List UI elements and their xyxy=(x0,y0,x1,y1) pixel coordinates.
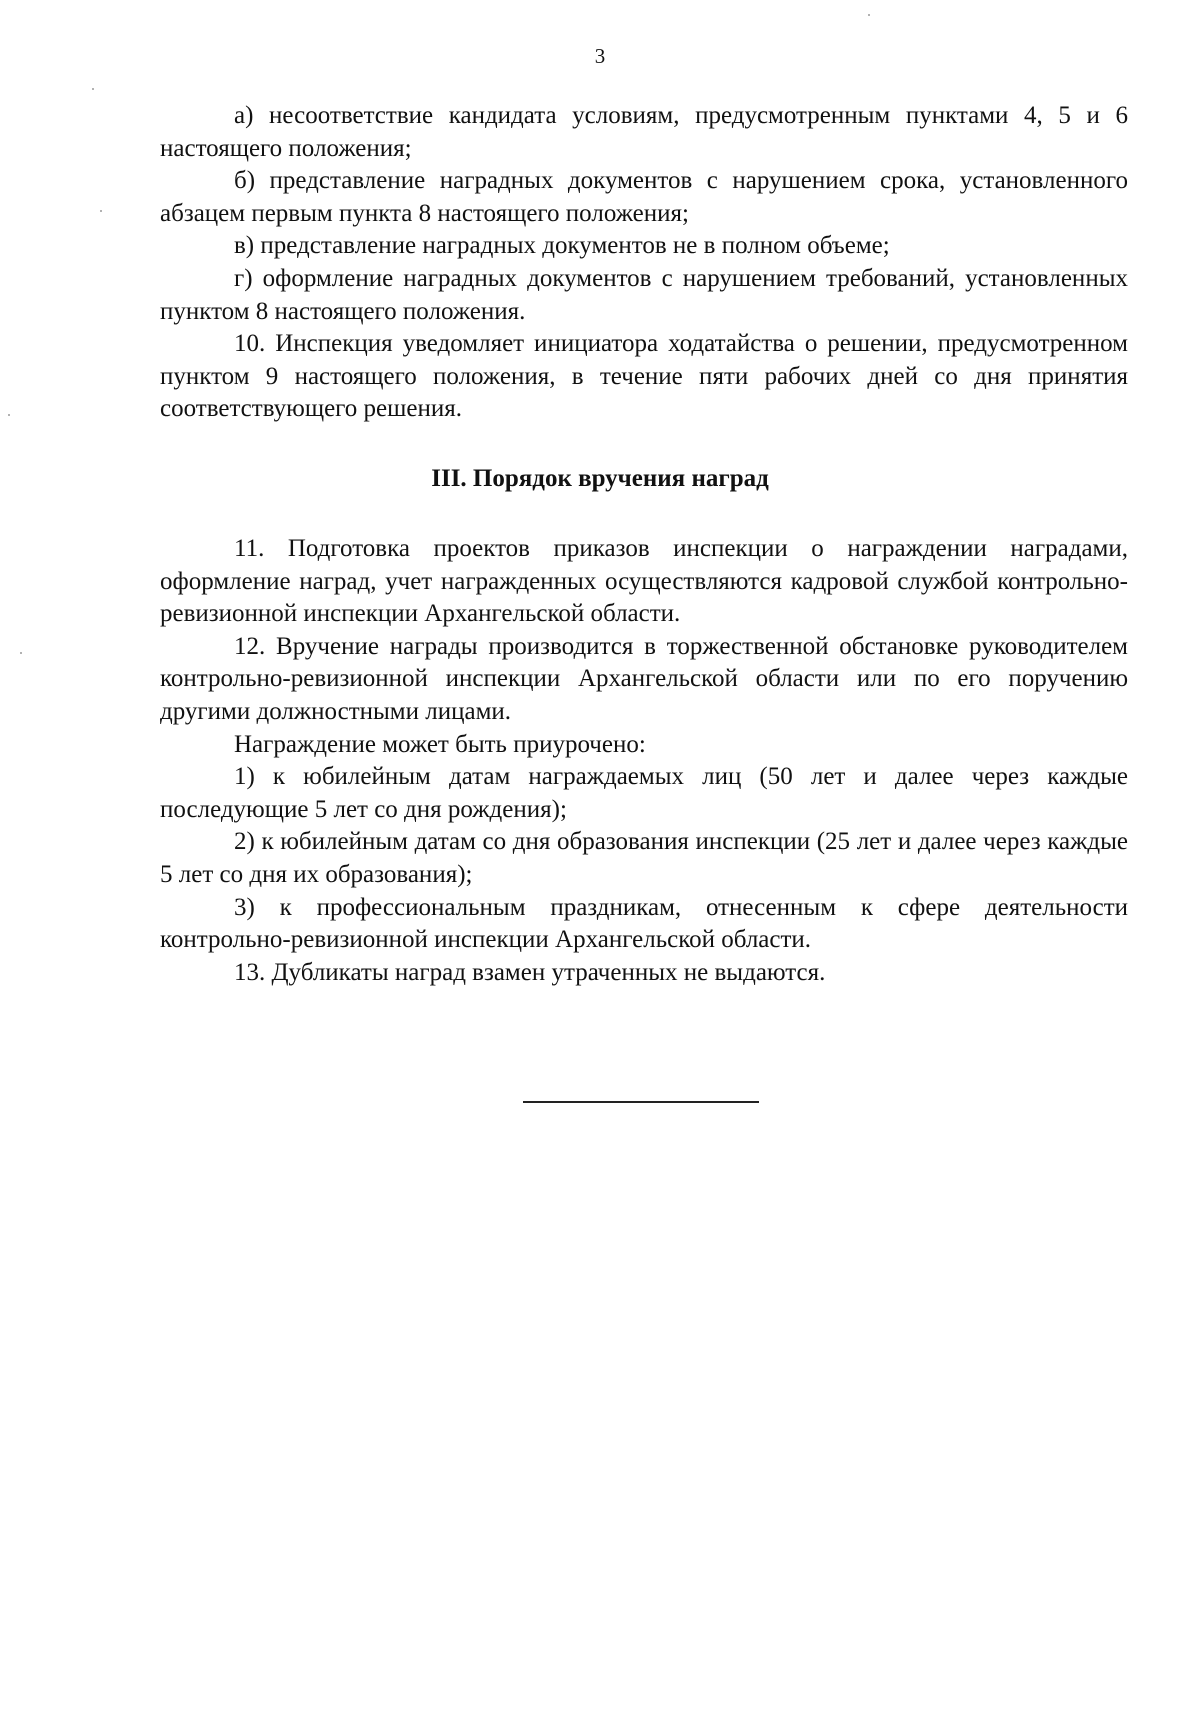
paragraph-a: а) несоответствие кандидата условиям, предусмотренным пунктами 4, 5 и 6 настоящего положения; xyxy=(160,102,1128,162)
scan-speck xyxy=(8,414,10,416)
paragraph-timing-intro: Награждение может быть приурочено: xyxy=(234,730,646,758)
rejection-grounds-block xyxy=(160,100,1128,426)
paragraph-13: 13. Дубликаты наград взамен утраченных не выдаются. xyxy=(234,958,826,986)
scan-speck xyxy=(20,652,22,654)
section-heading: III. Порядок вручения наград xyxy=(431,465,769,492)
scan-speck xyxy=(92,88,94,90)
list-item-3: 3) к профессиональным праздникам, отнесенным к сфере деятельности контрольно-ревизионной инспекции Архангельской области. xyxy=(160,893,1128,954)
scan-speck xyxy=(868,14,870,16)
paragraph-v: в) представление наградных документов не в полном объеме; xyxy=(234,232,890,260)
page-number: 3 xyxy=(594,44,606,68)
paragraph-11: 11. Подготовка проектов приказов инспекции о награждении наградами, оформление наград, учет награжденных осуществляются кадровой службой контрольно-ревизионной инспекции Архангельской области. xyxy=(160,535,1128,628)
award-presentation-block xyxy=(160,533,1128,989)
list-item-2: 2) к юбилейным датам со дня образования инспекции (25 лет и далее через каждые 5 лет со дня их образования); xyxy=(160,828,1128,888)
end-of-document-rule xyxy=(523,1101,759,1103)
paragraph-12: 12. Вручение награды производится в торжественной обстановке руководителем контрольно-ревизионной инспекции Архангельской области или по его поручению другими должностными лицами. xyxy=(160,632,1128,725)
paragraph-g: г) оформление наградных документов с нарушением требований, установленных пунктом 8 настоящего положения. xyxy=(160,264,1128,325)
paragraph-b: б) представление наградных документов с нарушением срока, установленного абзацем первым пункта 8 настоящего положения; xyxy=(160,167,1128,227)
list-item-1: 1) к юбилейным датам награждаемых лиц (50 лет и далее через каждые последующие 5 лет со дня рождения); xyxy=(160,763,1128,823)
paragraph-10: 10. Инспекция уведомляет инициатора ходатайства о решении, предусмотренном пунктом 9 настоящего положения, в течение пяти рабочих дней со дня принятия соответствующего решения. xyxy=(160,330,1128,423)
scan-speck xyxy=(100,210,102,212)
